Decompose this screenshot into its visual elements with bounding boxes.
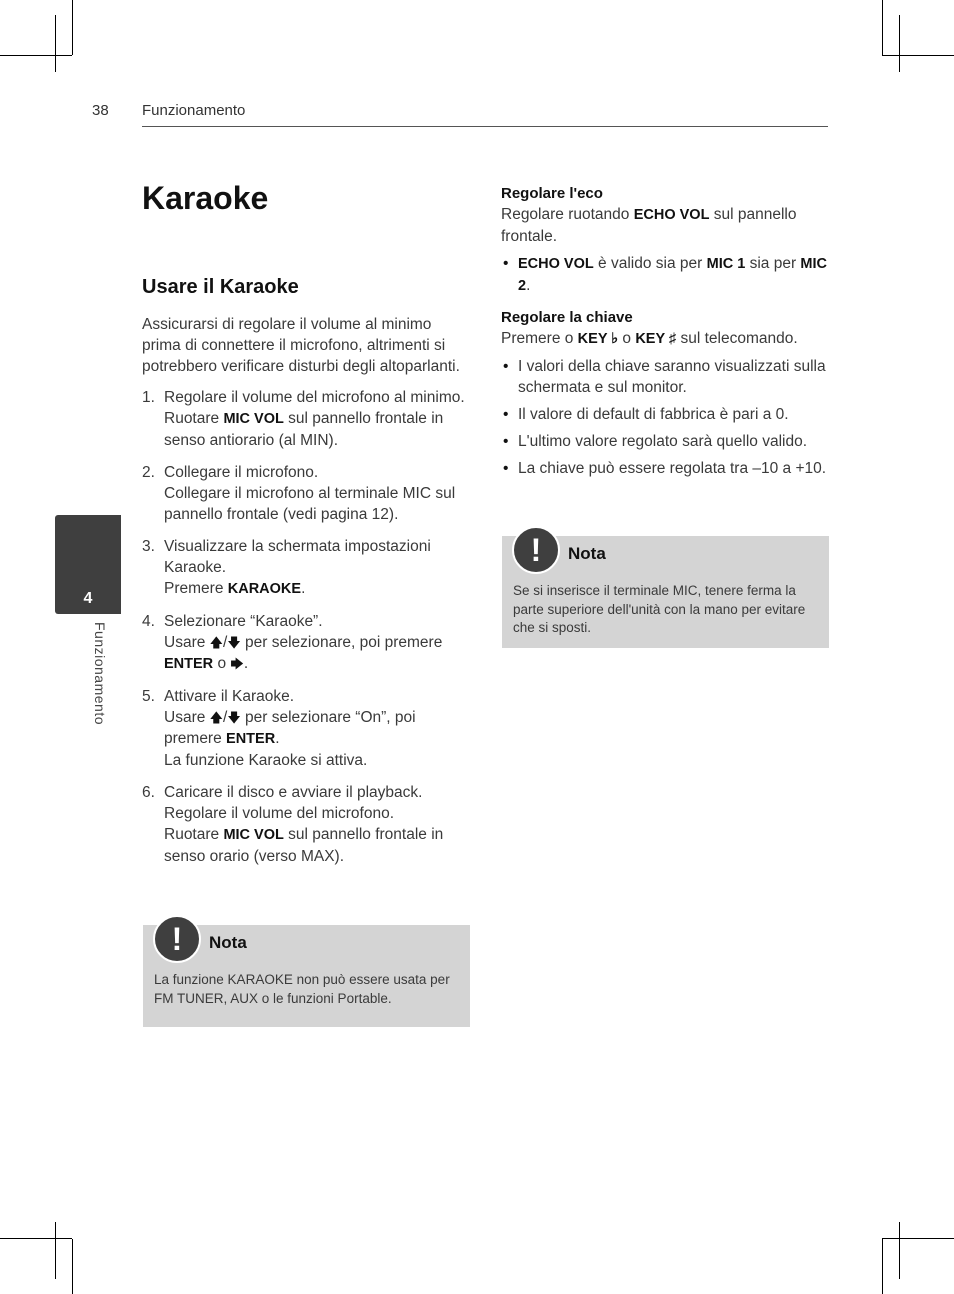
key-label: ECHO VOL <box>518 256 594 272</box>
bullet-dot: • <box>503 406 509 423</box>
step-text: Ruotare <box>164 410 224 427</box>
step-number: 4. <box>142 613 155 630</box>
step-item <box>142 536 470 600</box>
bullet-dot: • <box>503 255 509 272</box>
key-label: MIC 2 <box>518 256 828 294</box>
step-text: Usare <box>164 634 210 651</box>
arrow-up-icon: 🡅 <box>209 635 224 650</box>
arrow-right-icon: 🡆 <box>230 656 244 671</box>
note-title: Nota <box>568 544 606 563</box>
key-label: MIC VOL <box>223 827 284 843</box>
step-item <box>142 686 470 771</box>
step-text: Usare <box>164 709 210 726</box>
step-number: 1. <box>142 389 155 406</box>
step-number: 3. <box>142 538 155 555</box>
crop-mark <box>15 55 72 56</box>
crop-mark <box>15 1238 72 1239</box>
exclamation-icon: ! <box>153 915 201 963</box>
chapter-number: 4 <box>83 590 93 607</box>
step-text: per selezionare “On”, poi premere <box>164 709 416 747</box>
note-text: La funzione KARAOKE non può essere usata per FM TUNER, AUX o le funzioni Portable. <box>154 972 450 1006</box>
step-text: Caricare il disco e avviare il playback. <box>164 784 423 801</box>
key-paragraph <box>501 328 831 350</box>
step-text: La funzione Karaoke si attiva. <box>164 752 368 769</box>
step-number: 5. <box>142 688 155 705</box>
arrow-down-icon: 🡇 <box>227 635 241 650</box>
bullet-text: Il valore di default di fabbrica è pari a 0. <box>518 406 789 423</box>
echo-bullets <box>501 253 831 297</box>
key-heading: Regolare la chiave <box>501 309 633 326</box>
bullet-item <box>501 404 831 425</box>
arrow-down-icon: 🡇 <box>227 710 241 725</box>
bullet-dot: • <box>503 460 509 477</box>
step-text: Collegare il microfono. <box>164 464 319 481</box>
step-text: . <box>301 580 306 597</box>
page-title: Karaoke <box>142 180 269 216</box>
step-text: Collegare il microfono al terminale MIC sul pannello frontale (vedi pagina 12). <box>164 485 456 523</box>
arrow-up-icon: 🡅 <box>209 710 224 725</box>
note-box <box>143 921 470 1027</box>
crop-mark <box>55 15 56 72</box>
key-text: o <box>618 330 636 347</box>
crop-mark <box>55 1222 56 1279</box>
section-title: Usare il Karaoke <box>142 276 299 298</box>
step-text: sul pannello frontale in senso orario (verso MAX). <box>164 826 444 865</box>
step-text: Ruotare <box>164 826 224 843</box>
bullet-text: L'ultimo valore regolato sarà quello valido. <box>518 433 808 450</box>
bullet-text: La chiave può essere regolata tra –10 a +10. <box>518 460 827 477</box>
step-item <box>142 611 470 675</box>
step-text: sul pannello frontale in senso antiorario (al MIN). <box>164 410 444 449</box>
intro-paragraph: Assicurarsi di regolare il volume al minimo prima di connettere il microfono, altrimenti si potrebbero verificare disturbi degli altoparlanti. <box>142 316 460 375</box>
crop-mark <box>72 1239 73 1294</box>
crop-mark <box>899 15 900 72</box>
bullet-dot: • <box>503 358 509 375</box>
step-number: 2. <box>142 464 155 481</box>
step-text: Visualizzare la schermata impostazioni Karaoke. <box>164 538 431 576</box>
bullet-item <box>501 431 831 452</box>
chapter-label: Funzionamento <box>92 622 108 726</box>
key-text: sul telecomando. <box>676 330 798 347</box>
crop-mark <box>882 55 939 56</box>
note-text: Se si inserisce il terminale MIC, tenere ferma la parte superiore dell'unità con la mano per evitare che si sposti. <box>513 583 806 635</box>
step-item <box>142 387 470 451</box>
left-column <box>142 314 470 878</box>
key-label: ENTER <box>226 731 276 747</box>
bullet-item <box>501 253 831 297</box>
exclamation-icon: ! <box>512 526 560 574</box>
step-item <box>142 782 470 867</box>
key-label: ENTER <box>164 656 214 672</box>
step-text: / <box>223 709 228 726</box>
echo-heading: Regolare l'eco <box>501 185 603 202</box>
steps-list <box>142 387 470 867</box>
chapter-tab <box>55 515 121 614</box>
step-text: / <box>223 634 228 651</box>
crop-mark <box>882 1239 883 1294</box>
page-number: 38 <box>92 102 109 119</box>
bullet-dot: • <box>503 433 509 450</box>
crop-mark <box>882 1238 939 1239</box>
step-text: Premere <box>164 580 228 597</box>
step-text: Regolare il volume del microfono al minimo. <box>164 389 465 406</box>
step-text: Attivare il Karaoke. <box>164 688 295 705</box>
key-label: ECHO VOL <box>633 207 710 223</box>
running-header: Funzionamento <box>142 102 246 119</box>
bullet-item <box>501 458 831 479</box>
key-text: Premere o <box>501 330 578 347</box>
note-box <box>502 532 829 648</box>
step-text: Regolare il volume del microfono. <box>164 805 395 822</box>
step-text: . <box>275 730 280 747</box>
bullet-text: I valori della chiave saranno visualizzati sulla schermata e sul monitor. <box>518 358 826 396</box>
crop-mark <box>72 0 73 55</box>
step-item <box>142 462 470 525</box>
key-label: MIC 1 <box>706 256 746 272</box>
key-label: KARAOKE <box>227 581 302 597</box>
step-number: 6. <box>142 784 155 801</box>
key-label: KEY ♭ <box>577 331 619 347</box>
echo-paragraph <box>501 204 831 247</box>
step-text: per selezionare, poi premere <box>240 634 443 651</box>
note-title: Nota <box>209 933 247 952</box>
echo-text: Regolare ruotando <box>501 206 634 223</box>
right-column <box>501 183 831 489</box>
crop-mark <box>882 0 883 55</box>
key-label: KEY ♯ <box>635 331 677 347</box>
bullet-item <box>501 356 831 398</box>
step-text: o <box>213 655 231 672</box>
bullet-text: è valido sia per <box>593 255 707 272</box>
key-label: MIC VOL <box>223 411 284 427</box>
key-bullets <box>501 356 831 479</box>
step-text: . <box>243 655 249 672</box>
echo-text: sul pannello frontale. <box>501 206 797 245</box>
crop-mark <box>899 1222 900 1279</box>
step-text: Selezionare “Karaoke”. <box>164 613 323 630</box>
bullet-text: . <box>526 277 531 294</box>
header-rule <box>142 126 828 127</box>
bullet-text: sia per <box>745 255 801 272</box>
